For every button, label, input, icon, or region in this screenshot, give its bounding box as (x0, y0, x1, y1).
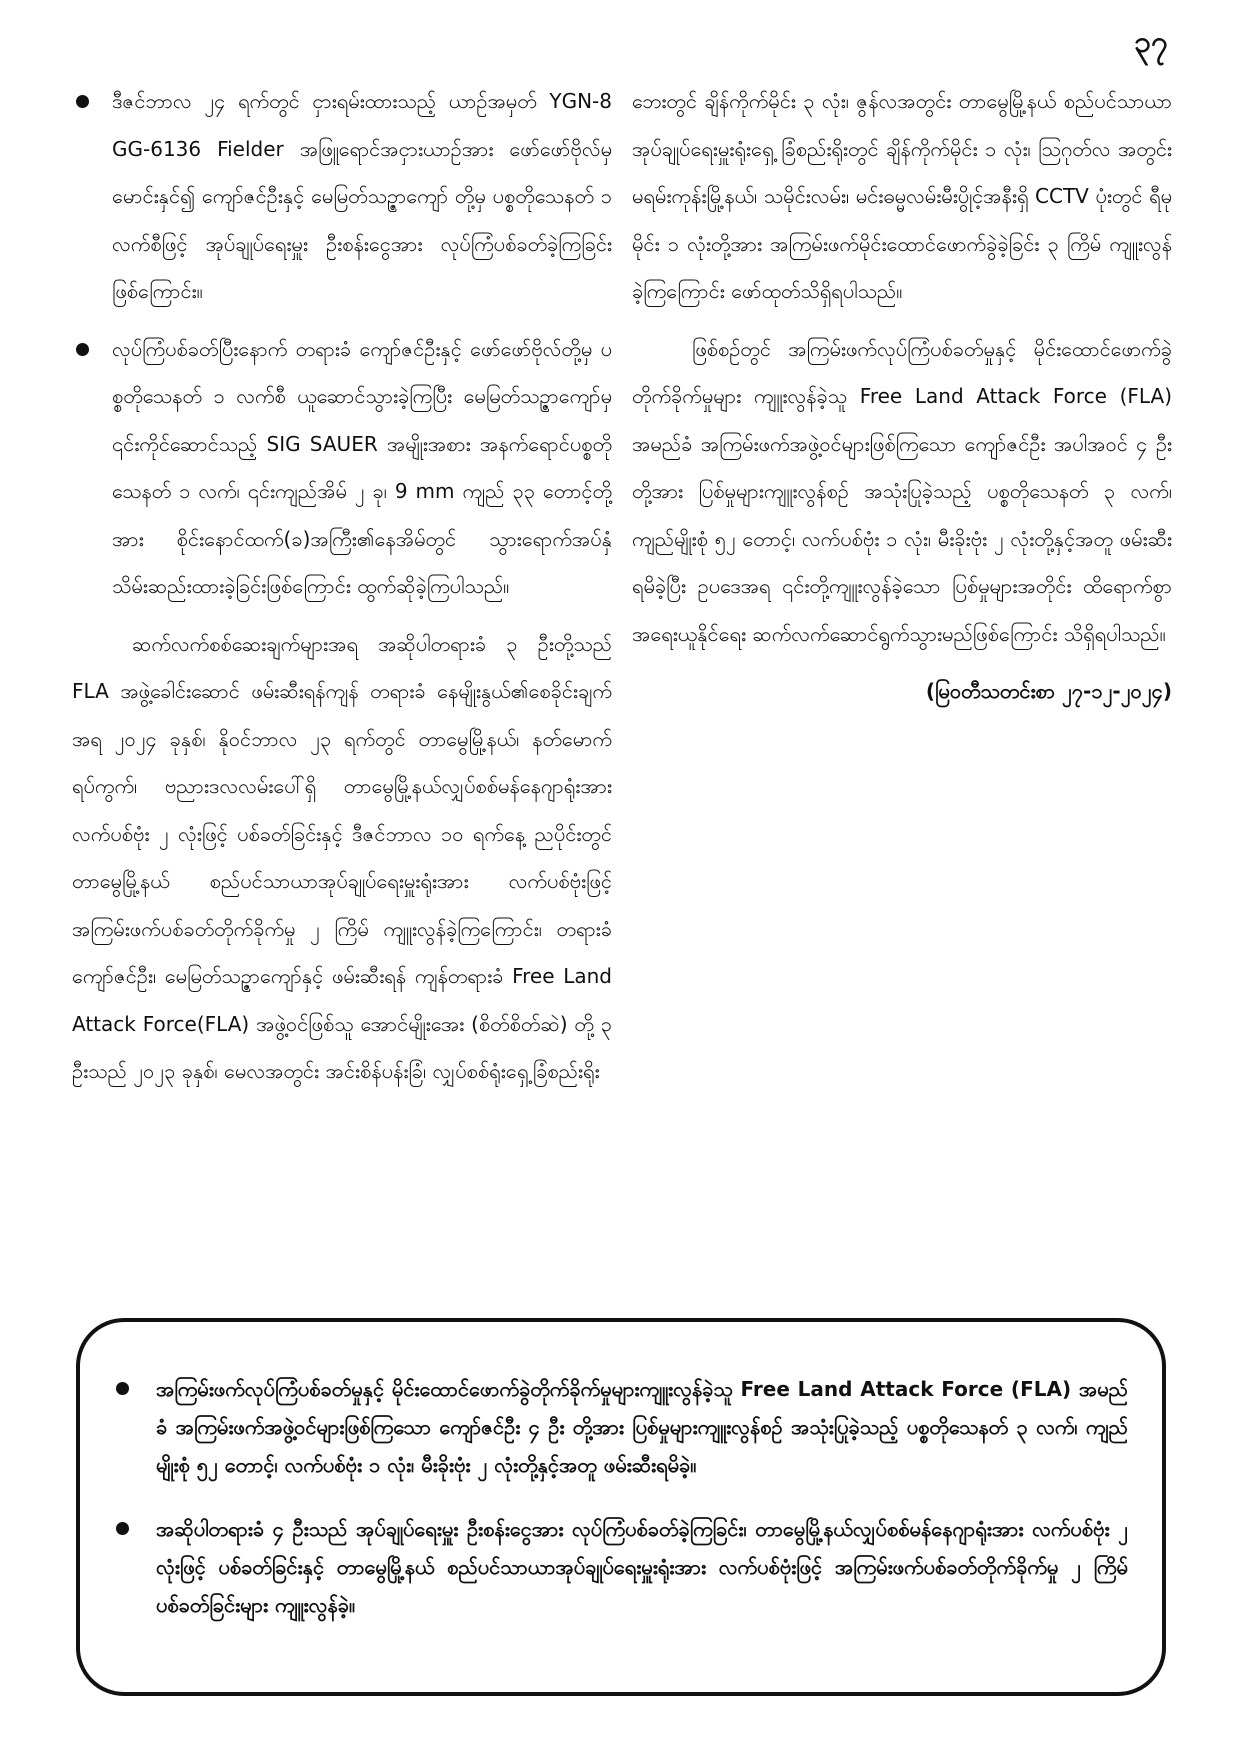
summary-list (114, 1370, 1128, 1624)
body-paragraph: ဖြစ်စဉ်တွင် အကြမ်းဖက်လုပ်ကြံပစ်ခတ်မှုနှင့် မိုင်းထောင်ဖောက်ခွဲတိုက်ခိုက်မှုများ ကျူးလွန်ခဲ့သူ Free Land Attack Force (FLA) အမည်ခံ အကြမ်းဖက်အဖွဲ့ဝင်များဖြစ်ကြသော ကျော်ဇင်ဦး အပါအဝင် ၄ ဦးတို့အား ပြစ်မှုများကျူးလွန်စဉ် အသုံးပြုခဲ့သည့် ပစ္စတိုသေနတ် ၃ လက်၊ ကျည်မျိုးစုံ ၅၂ တောင့်၊ လက်ပစ်ဗုံး ၁ လုံး၊ မီးခိုးဗုံး ၂ လုံးတို့နှင့်အတူ ဖမ်းဆီးရမိခဲ့ပြီး ဥပဒေအရ ၎င်းတို့ကျူးလွန်ခဲ့သော ပြစ်မှုများအတိုင်း ထိရောက်စွာ အရေးယူနိုင်ရေး ဆက်လက်ဆောင်ရွက်သွားမည်ဖြစ်ကြောင်း သိရှိရပါသည်။ (632, 336, 1172, 646)
list-item-text: လုပ်ကြံပစ်ခတ်ပြီးနောက် တရားခံ ကျော်ဇင်ဦးနှင့် ဖော်ဖော်ဗိုလ်တို့မှ ပစ္စတိုသေနတ် ၁ လက်စီ ယူဆောင်သွားခဲ့ကြပြီး မေမြတ်သဉ္ဇာကျော်မှ ၎င်းကိုင်ဆောင်သည့် SIG SAUER အမျိုးအစား အနက်ရောင်ပစ္စတိုသေနတ် ၁ လက်၊ ၎င်းကျည်အိမ် ၂ ခု၊ 9 mm ကျည် ၃၃ တောင့်တို့အား စိုင်းနောင်ထက်(ခ)အကြီး၏နေအိမ်တွင် သွားရောက်အပ်နှံသိမ်းဆည်းထားခဲ့ခြင်းဖြစ်ကြောင်း ထွက်ဆိုခဲ့ကြပါသည်။ (112, 336, 612, 598)
list-item-text: ဒီဇင်ဘာလ ၂၄ ရက်တွင် ငှားရမ်းထားသည့် ယာဉ်အမှတ် YGN-8 GG-6136 Fielder အဖြူရောင်အငှားယာဉ်အား ဖော်ဖော်ဗိုလ်မှ မောင်းနှင်၍ ကျော်ဇင်ဦးနှင့် မေမြတ်သဉ္ဇာကျော် တို့မှ ပစ္စတိုသေနတ် ၁ လက်စီဖြင့် အုပ်ချုပ်ရေးမှူး ဦးစန်းငွေအား လုပ်ကြံပစ်ခတ်ခဲ့ကြခြင်းဖြစ်ကြောင်း။ (112, 89, 612, 303)
summary-item (114, 1370, 1128, 1484)
right-column (632, 78, 1172, 1298)
page-number: ၃၇ (1134, 25, 1168, 60)
left-bullet-list (72, 78, 612, 611)
left-column (72, 78, 612, 1298)
summary-item-text: အကြမ်းဖက်လုပ်ကြံပစ်ခတ်မှုနှင့် မိုင်းထောင်ဖောက်ခွဲတိုက်ခိုက်မှုများကျူးလွန်ခဲ့သူ Free Land Attack Force (FLA) အမည်ခံ အကြမ်းဖက်အဖွဲ့ဝင်များဖြစ်ကြသော ကျော်ဇင်ဦး ၄ ဦး တို့အား ပြစ်မှုများကျူးလွန်စဉ် အသုံးပြုခဲ့သည့် ပစ္စတိုသေနတ် ၃ လက်၊ ကျည်မျိုးစုံ ၅၂ တောင့်၊ လက်ပစ်ဗုံး ၁ လုံး၊ မီးခိုးဗုံး ၂ လုံးတို့နှင့်အတူ ဖမ်းဆီးရမိခဲ့။ (156, 1377, 1128, 1477)
summary-item-text: အဆိုပါတရားခံ ၄ ဦးသည် အုပ်ချုပ်ရေးမှူး ဦးစန်းငွေအား လုပ်ကြံပစ်ခတ်ခဲ့ကြခြင်း၊ တာမွေမြို့နယ်လျှပ်စစ်မန်နေဂျာရုံးအား လက်ပစ်ဗုံး ၂ လုံးဖြင့် ပစ်ခတ်ခြင်းနှင့် တာမွေမြို့နယ် စည်ပင်သာယာအုပ်ချုပ်ရေးမှူးရုံးအား လက်ပစ်ဗုံးဖြင့် အကြမ်းဖက်ပစ်ခတ်တိုက်ခိုက်မှု ၂ ကြိမ်ပစ်ခတ်ခြင်းများ ကျူးလွန်ခဲ့။ (156, 1517, 1128, 1617)
bullet-dot-icon (76, 343, 89, 356)
body-paragraph-continuation: ဘေးတွင် ချိန်ကိုက်မိုင်း ၃ လုံး၊ ဇွန်လအတွင်း တာမွေမြို့နယ် စည်ပင်သာယာအုပ်ချုပ်ရေးမှူးရုံးရှေ့ ခြံစည်းရိုးတွင် ချိန်ကိုက်မိုင်း ၁ လုံး၊ ဩဂုတ်လ အတွင်း မရမ်းကုန်းမြို့နယ်၊ သမိုင်းလမ်း၊ မင်းဓမ္မလမ်းမီးပွိုင့်အနီးရှိ CCTV ပုံးတွင် ရီမုမိုင်း ၁ လုံးတို့အား အကြမ်းဖက်မိုင်းထောင်ဖောက်ခွဲခဲ့ခြင်း ၃ ကြိမ် ကျူးလွန်ခဲ့ကြကြောင်း ဖော်ထုတ်သိရှိရပါသည်။ (632, 89, 1172, 303)
bullet-dot-icon (116, 1382, 129, 1395)
summary-box (76, 1318, 1166, 1696)
bullet-dot-icon (116, 1522, 129, 1535)
bullet-dot-icon (76, 95, 89, 108)
body-paragraph: ဆက်လက်စစ်ဆေးချက်များအရ အဆိုပါတရားခံ ၃ ဦးတို့သည် FLA အဖွဲ့ခေါင်းဆောင် ဖမ်းဆီးရန်ကျန် တရားခံ နေမျိုးနွယ်၏စေခိုင်းချက်အရ ၂၀၂၄ ခုနှစ်၊ နိုဝင်ဘာလ ၂၃ ရက်တွင် တာမွေမြို့နယ်၊ နတ်မောက်ရပ်ကွက်၊ ဗညားဒလလမ်းပေါ်ရှိ တာမွေမြို့နယ်လျှပ်စစ်မန်နေဂျာရုံးအား လက်ပစ်ဗုံး ၂ လုံးဖြင့် ပစ်ခတ်ခြင်းနှင့် ဒီဇင်ဘာလ ၁၀ ရက်နေ့ ညပိုင်းတွင် တာမွေမြို့နယ် စည်ပင်သာယာအုပ်ချုပ်ရေးမှူးရုံးအား လက်ပစ်ဗုံးဖြင့် အကြမ်းဖက်ပစ်ခတ်တိုက်ခိုက်မှု ၂ ကြိမ် ကျူးလွန်ခဲ့ကြကြောင်း၊ တရားခံ ကျော်ဇင်ဦး၊ မေမြတ်သဉ္ဇာကျော်နှင့် ဖမ်းဆီးရန် ကျန်တရားခံ Free Land Attack Force(FLA) အဖွဲ့ဝင်ဖြစ်သူ အောင်မျိုးအေး (စိတ်စိတ်ဆဲ) တို့ ၃ ဦးသည် ၂၀၂၃ ခုနှစ်၊ မေလအတွင်း အင်းစိန်ပန်းခြံ၊ လျှပ်စစ်ရုံးရှေ့ခြံစည်းရိုး (72, 631, 612, 1083)
article-columns (72, 78, 1172, 1298)
list-item (72, 326, 612, 611)
list-item (72, 78, 612, 316)
source-citation: (မြဝတီသတင်းစာ ၂၇-၁၂-၂၀၂၄) (925, 679, 1172, 703)
summary-item (114, 1510, 1128, 1624)
